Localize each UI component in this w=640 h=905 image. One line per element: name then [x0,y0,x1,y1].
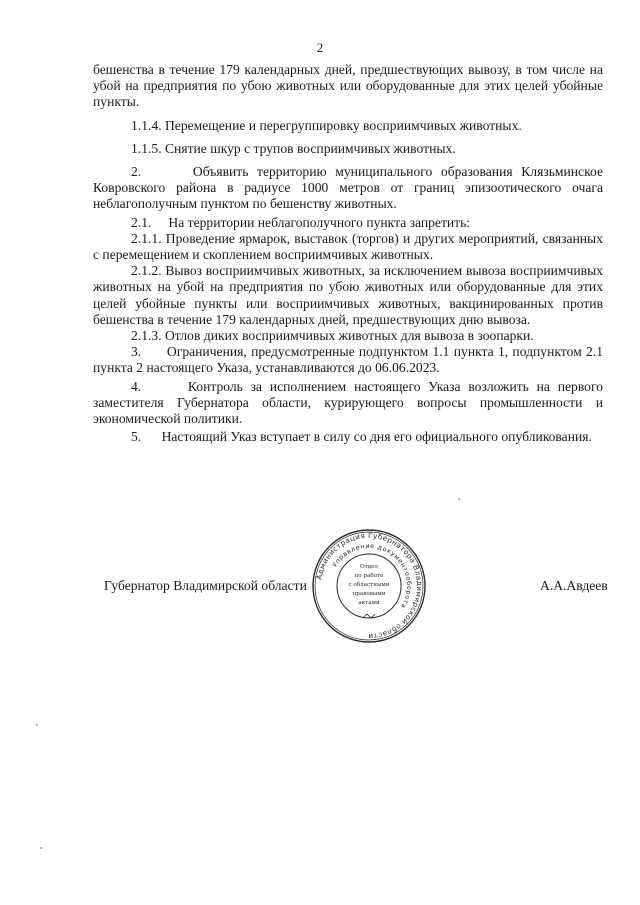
stamp-outer-text: Администрация Губернатора Владимирской области [314,530,425,642]
scan-speck [36,724,38,726]
paragraph-1-1-4: 1.1.4. Перемещение и перегруппировку восприимчивых животных. [131,117,522,133]
stamp-center-line: Отдел [360,564,378,570]
stamp-center-line: по работе [354,573,384,579]
paragraph-2-1-3: 2.1.3. Отлов диких восприимчивых животных для вывоза в зоопарки. [131,328,534,344]
paragraph-2-1: 2.1. На территории неблагополучного пункта запретить: [131,214,471,230]
scan-speck [40,847,42,849]
paragraph-1-1-5: 1.1.5. Снятие шкур с трупов восприимчивых животных. [131,140,456,156]
stamp-center-line: с областными [348,582,390,588]
paragraph-2-1-1: 2.1.1. Проведение ярмарок, выставок (торгов) и других мероприятий, связанных с перемещением и скоплением восприимчивых животных. [93,230,603,263]
stamp-center-line: актами [358,600,380,606]
paragraph-2: 2. Объявить территорию муниципального образования Клязьминское Ковровского района в радиусе 1000 метров от границ эпизоотического очага неблагополучным пунктом по бешенству животных. [93,164,603,212]
paragraph-3: 3. Ограничения, предусмотренные подпунктом 1.1 пункта 1, подпунктом 2.1 пункта 2 настоящего Указа, устанавливаются до 06.06.2023. [93,344,603,376]
paragraph-5: 5. Настоящий Указ вступает в силу со дня его официального опубликования. [131,429,592,445]
paragraph-4: 4. Контроль за исполнением настоящего Указа возложить на первого заместителя Губернатора области, курирующего вопросы промышленности и экономической политики. [93,378,603,427]
scan-speck [458,498,460,500]
stamp-center-line: правовыми [352,591,386,597]
page-number: 2 [316,40,324,55]
paragraph-2-1-2: 2.1.2. Вывоз восприимчивых животных, за исключением вывоза восприимчивых животных на убой на предприятия по убою животных или оборудованные для этих целей убойные пункты или восприимчивых животных, вакцинированных против бешенства в течение 179 календарных дней, предшествующих дню вывоза. [93,263,603,327]
signatory-title: Губернатор Владимирской области [104,578,307,593]
document-body [93,62,603,445]
stamp-inner-text: Управление документооборота [330,541,414,611]
paragraph-continuation: бешенства в течение 179 календарных дней, предшествующих вывозу, в том числе на убой на предприятия по убою животных или оборудованные для этих целей убойные пункты. [93,62,603,110]
official-stamp [311,528,427,644]
signatory-name: А.А.Авдеев [540,578,608,593]
